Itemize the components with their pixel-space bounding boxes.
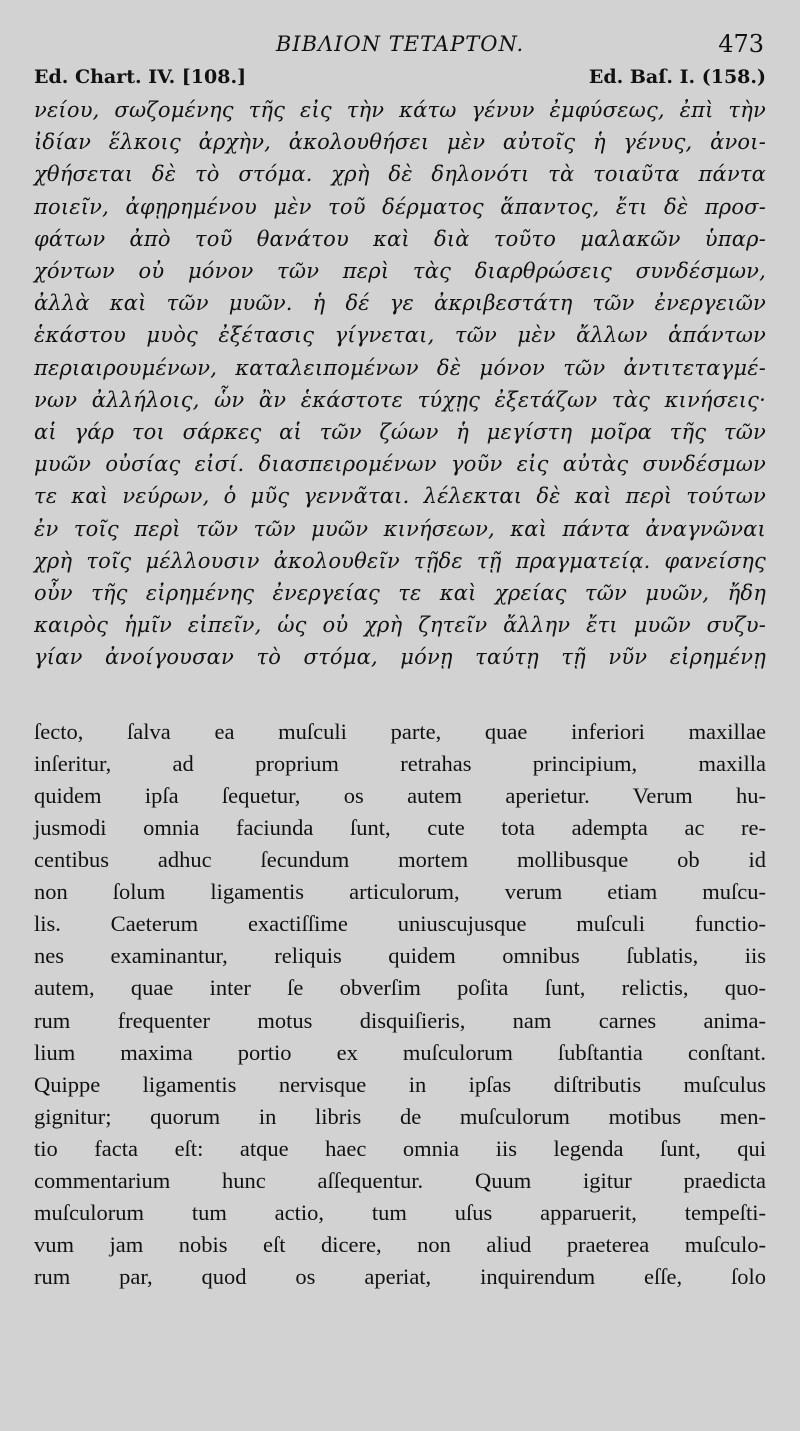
latin-text-line: rum frequenter motus disquiſieris, nam carnes anima- [34,1007,766,1033]
greek-text-line: γίαν ἀνοίγουσαν τὸ στόμα, μόνῃ ταύτῃ τῇ νῦν εἰρημένῃ [34,645,766,670]
latin-text-line: tio facta eſt: atque haec omnia iis legenda ſunt, qui [34,1135,766,1161]
edition-references [34,66,766,88]
latin-text-line: muſculorum tum actio, tum uſus apparuerit, tempeſti- [34,1200,766,1226]
latin-text-line: gignitur; quorum in libris de muſculorum motibus men- [34,1103,766,1129]
latin-text-line: autem, quae inter ſe obverſim poſita ſunt, relictis, quo- [34,975,766,1001]
greek-text-block [34,94,766,674]
latin-text-line: jusmodi omnia faciunda ſunt, cute tota adempta ac re- [34,814,766,840]
greek-text-line: ἀλλὰ καὶ τῶν μυῶν. ἡ δέ γε ἀκριβεστάτη τῶν ἐνεργειῶν [34,291,766,316]
greek-text-line: φάτων ἀπὸ τοῦ θανάτου καὶ διὰ τοῦτο μαλακῶν ὑπαρ- [34,226,766,251]
latin-text-line: Quippe ligamentis nervisque in ipſas diſtributis muſculus [34,1071,766,1097]
latin-text-block [34,716,766,1294]
latin-text-line: non ſolum ligamentis articulorum, verum etiam muſcu- [34,879,766,905]
chartier-edition-reference: Ed. Chart. IV. [108.] [34,66,247,88]
greek-text-line: νείου, σωζομένης τῆς εἰς τὴν κάτω γένυν ἐμφύσεως, ἐπὶ τὴν [34,98,766,122]
column-separator [34,674,766,716]
greek-text-line: τε καὶ νεύρων, ὁ μῦς γεννᾶται. λέλεκται δὲ καὶ περὶ τούτων [34,484,766,509]
latin-text-line: inſeritur, ad proprium retrahas principium, maxilla [34,750,766,776]
greek-text-line: οὖν τῆς εἰρημένης ἐνεργείας τε καὶ χρείας τῶν μυῶν, ἤδη [34,581,766,606]
greek-text-line: χρὴ τοῖς μέλλουσιν ἀκολουθεῖν τῇδε τῇ πραγματείᾳ. φανείσης [34,548,766,573]
latin-text-line: centibus adhuc ſecundum mortem mollibusque ob id [34,847,766,873]
latin-text-line: ſecto, ſalva ea muſculi parte, quae inferiori maxillae [34,718,766,744]
greek-text-line: ποιεῖν, ἀφῃρημένου μὲν τοῦ δέρματος ἅπαντος, ἔτι δὲ προσ- [34,194,766,219]
latin-text-line: lium maxima portio ex muſculorum ſubſtantia conſtant. [34,1039,766,1065]
basel-edition-reference: Ed. Baſ. I. (158.) [588,66,766,88]
greek-text-line: περιαιρουμένων, καταλειπομένων δὲ μόνον τῶν ἀντιτεταγμέ- [34,355,766,380]
page-number: 473 [718,30,764,58]
greek-text-line: ἰδίαν ἕλκοις ἀρχὴν, ἀκολουθήσει μὲν αὐτοῖς ἡ γένυς, ἀνοι- [34,130,766,155]
greek-text-line: χόντων οὐ μόνον τῶν περὶ τὰς διαρθρώσεις συνδέσμων, [34,259,766,284]
greek-text-line: ἑκάστου μυὸς ἐξέτασις γίγνεται, τῶν μὲν ἄλλων ἁπάντων [34,323,766,348]
running-head [34,18,766,62]
latin-text-line: lis. Caeterum exactiſſime uniuscujusque muſculi functio- [34,911,766,937]
latin-text-line: nes examinantur, reliquis quidem omnibus ſublatis, iis [34,943,766,969]
latin-text-line: commentarium hunc aſſequentur. Quum igitur praedicta [34,1167,766,1193]
greek-text-line: καιρὸς ἡμῖν εἰπεῖν, ὡς οὐ χρὴ ζητεῖν ἄλλην ἔτι μυῶν συζυ- [34,613,766,638]
greek-text-line: αἱ γάρ τοι σάρκες αἱ τῶν ζώων ἡ μεγίστη μοῖρα τῆς τῶν [34,420,766,445]
greek-text-line: μυῶν οὐσίας εἰσί. διασπειρομένων γοῦν εἰς αὐτὰς συνδέσμων [34,452,766,477]
book-title: BIBΛION TETAPTON. [275,32,525,56]
greek-text-line: ἐν τοῖς περὶ τῶν τῶν μυῶν κινήσεων, καὶ πάντα ἀναγνῶναι [34,516,766,541]
latin-text-line: quidem ipſa ſequetur, os autem aperietur. Verum hu- [34,782,766,808]
latin-text-line: rum par, quod os aperiat, inquirendum eſſe, ſolo [34,1264,766,1290]
latin-text-line: vum jam nobis eſt dicere, non aliud praeterea muſculo- [34,1232,766,1258]
greek-text-line: χθήσεται δὲ τὸ στόμα. χρὴ δὲ δηλονότι τὰ τοιαῦτα πάντα [34,162,766,187]
greek-text-line: νων ἀλλήλοις, ὧν ἂν ἑκάστοτε τύχῃς ἐξετάζων τὰς κινήσεις· [34,387,766,412]
